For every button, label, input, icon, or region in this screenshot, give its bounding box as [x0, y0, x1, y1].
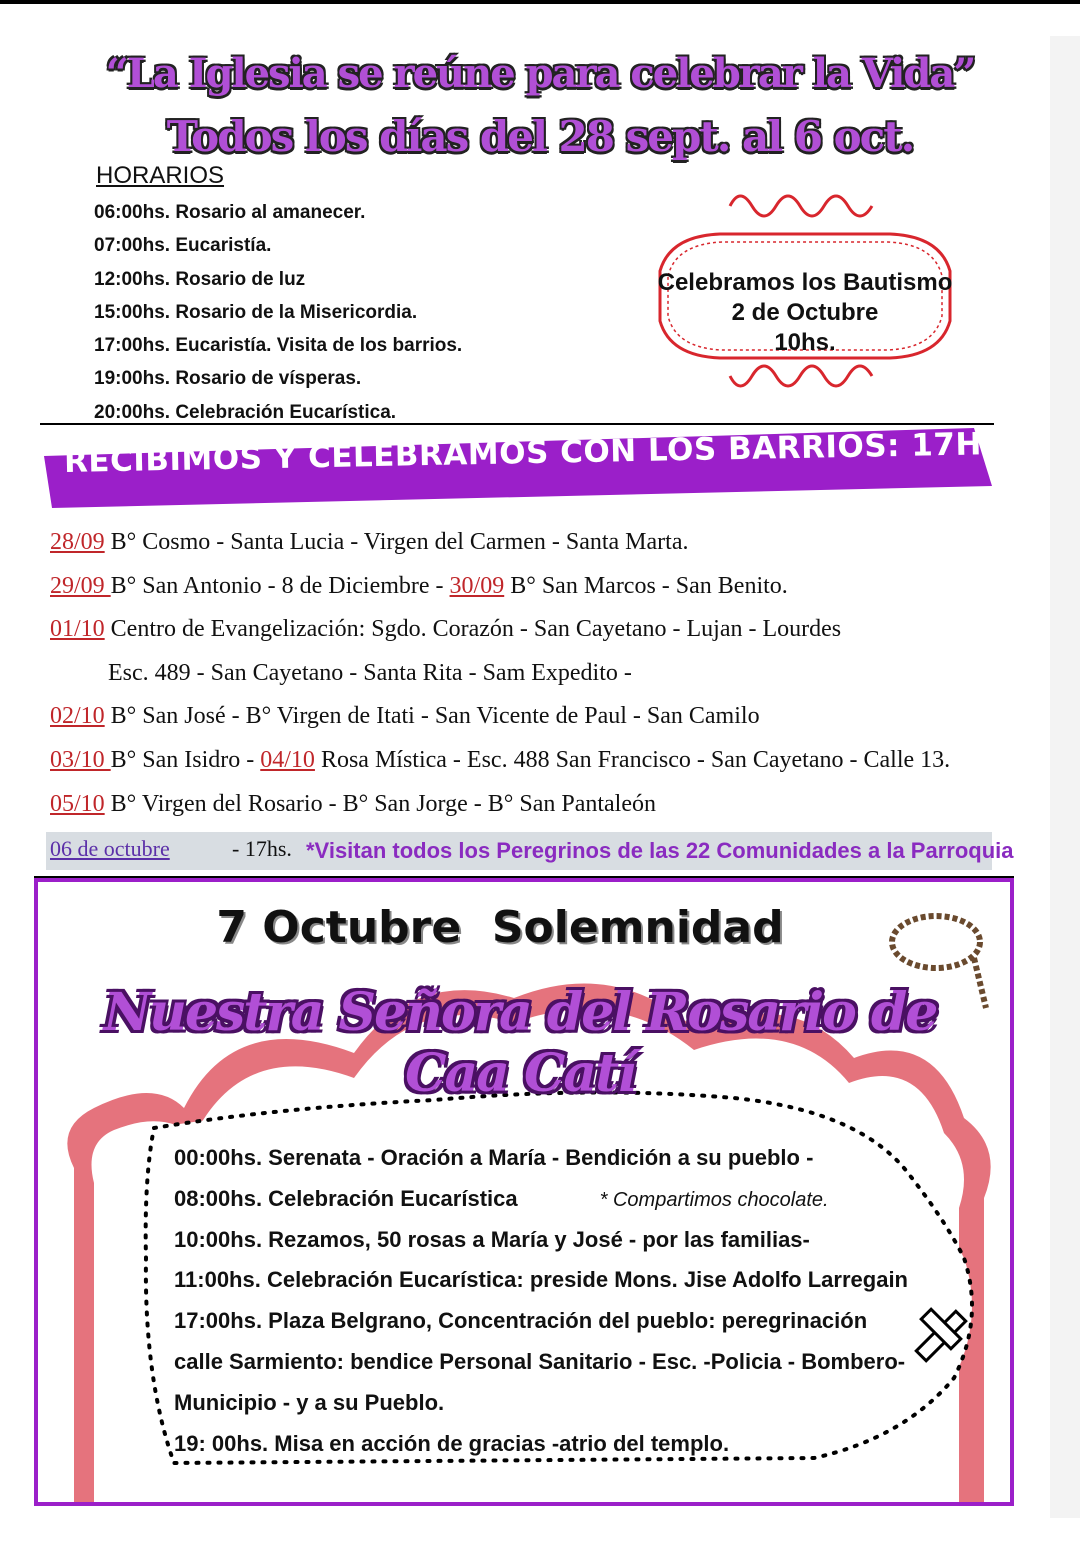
- bautismo-notice: [620, 268, 990, 358]
- program-item: Municipio - y a su Pueblo.: [174, 1389, 445, 1415]
- bautismo-line: Celebramos los Bautismo: [657, 269, 953, 296]
- program-item: 19: 00hs. Misa en acción de gracias -atrio del templo.: [174, 1430, 730, 1456]
- program-item: [174, 1179, 908, 1220]
- barrio-text: B° San Isidro -: [110, 746, 261, 773]
- virgin-title: Nuestra Señora del Rosario de Caa Catí: [103, 982, 937, 1104]
- program-item: 10:00hs. Rezamos, 50 rosas a María y José - por las familias-: [174, 1226, 810, 1252]
- horario-item: 19:00hs. Rosario de vísperas.: [94, 368, 362, 390]
- barrio-date: 29/09: [50, 572, 111, 599]
- horario-item: 15:00hs. Rosario de la Misericordia.: [94, 301, 418, 323]
- horario-item: 17:00hs. Eucaristía. Visita de los barrios.: [94, 335, 463, 357]
- barrio-date: 30/09: [449, 572, 505, 599]
- barrio-date: 05/10: [50, 790, 105, 817]
- barrio-date: 04/10: [260, 746, 315, 773]
- barrio-date: 03/10: [50, 746, 111, 773]
- barrio-date: 01/10: [50, 616, 105, 643]
- solemnidad-heading: 7 Octubre Solemnidad: [216, 902, 784, 953]
- bautismo-line: 2 de Octubre: [731, 299, 879, 326]
- barrio-text: Centro de Evangelización: Sgdo. Corazón - San Cayetano - Lujan - Lourdes: [104, 616, 842, 643]
- date-range-title: Todos los días del 28 sept. al 6 oct.: [166, 112, 914, 161]
- barrio-text: B° San Antonio - 8 de Diciembre -: [110, 572, 450, 599]
- barrio-text: B° San Marcos - San Benito.: [504, 572, 788, 599]
- horarios-list: [94, 196, 462, 429]
- barrio-text: B° Virgen del Rosario - B° San Jorge - B° San Pantaleón: [104, 790, 656, 817]
- program-item: 00:00hs. Serenata - Oración a María - Bendición a su pueblo -: [174, 1145, 814, 1170]
- page-edge: [1050, 36, 1080, 1518]
- barrio-text: B° San José - B° Virgen de Itati - San Vicente de Paul - San Camilo: [104, 703, 760, 730]
- barrio-text: Esc. 489 - San Cayetano - Santa Rita - Sam Expedito -: [108, 659, 632, 686]
- barrio-row: [50, 566, 950, 610]
- program-item-text: 08:00hs. Celebración Eucarística: [174, 1185, 518, 1211]
- program-item: calle Sarmiento: bendice Personal Sanitario - Esc. -Policia - Bombero-: [174, 1348, 906, 1374]
- barrio-date: 02/10: [50, 703, 105, 730]
- bautismo-line: 10hs.: [774, 329, 836, 356]
- barrio-date: 28/09: [50, 529, 105, 555]
- barrio-row: [50, 740, 950, 784]
- chocolate-note: * Compartimos chocolate.: [599, 1188, 829, 1211]
- visit-time: - 17hs.: [232, 836, 292, 861]
- horario-item: 06:00hs. Rosario al amanecer.: [94, 202, 366, 223]
- barrio-row: [50, 653, 950, 697]
- section-divider: [40, 423, 994, 425]
- barrio-row: [50, 522, 950, 566]
- barrio-text: Rosa Mística - Esc. 488 San Francisco - San Cayetano - Calle 13.: [314, 746, 951, 773]
- solemnidad-program: [174, 1138, 908, 1464]
- program-item: 17:00hs. Plaza Belgrano, Concentración del pueblo: peregrinación: [174, 1308, 868, 1334]
- barrio-text: B° Cosmo - Santa Lucia - Virgen del Carmen - Santa Marta.: [104, 529, 689, 555]
- main-title: “La Iglesia se reúne para celebrar la Vida”: [105, 50, 975, 97]
- visit-date: 06 de octubre: [50, 836, 170, 861]
- visit-message: *Visitan todos los Peregrinos de las 22 Comunidades a la Parroquia: [306, 838, 1014, 863]
- top-border: [0, 0, 1080, 4]
- horario-item: 12:00hs. Rosario de luz: [94, 268, 306, 290]
- barrios-banner: RECIBIMOS Y CELEBRAMOS CON LOS BARRIOS: 17HS.: [63, 425, 1018, 480]
- horario-item: 20:00hs. Celebración Eucarística.: [94, 401, 397, 423]
- barrio-row: [50, 609, 950, 653]
- pilgrims-visit-bar: [46, 832, 1014, 870]
- barrio-row: [50, 696, 950, 740]
- program-item: 11:00hs. Celebración Eucarística: preside Mons. Jise Adolfo Larregain: [174, 1267, 908, 1293]
- barrio-row: [50, 784, 950, 828]
- horario-item: 07:00hs. Eucaristía.: [94, 235, 272, 257]
- horarios-heading: HORARIOS: [96, 162, 225, 189]
- barrios-schedule: [50, 522, 950, 827]
